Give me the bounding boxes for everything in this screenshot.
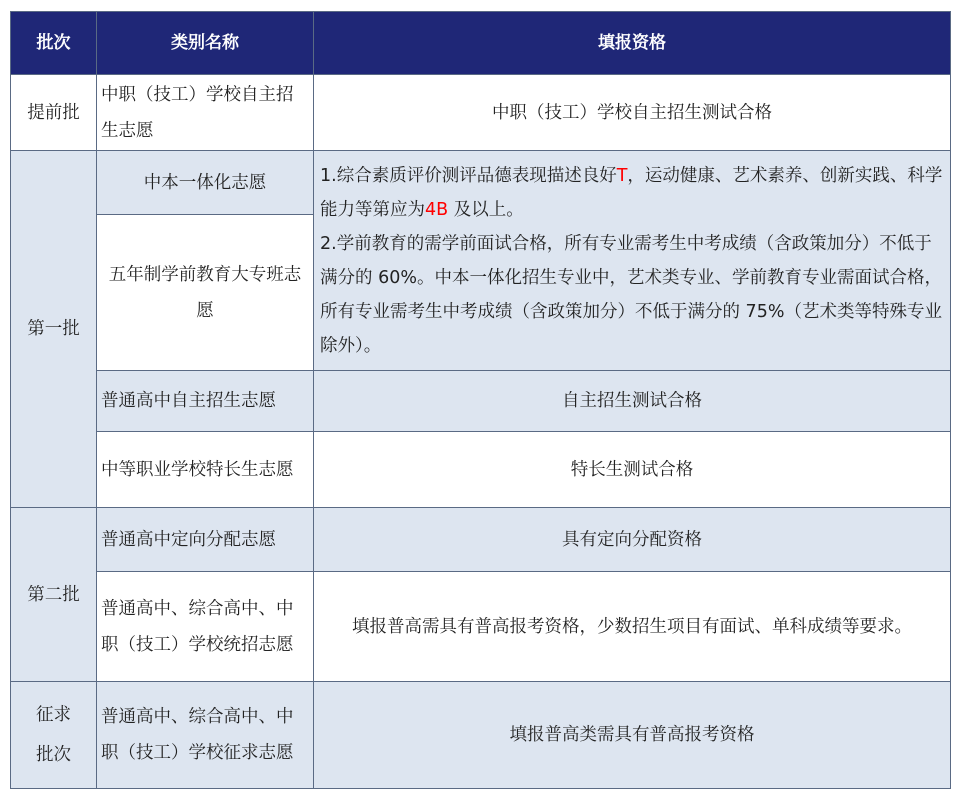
qualification-cell: 填报普高需具有普高报考资格，少数招生项目有面试、单科成绩等要求。 [314,572,951,682]
category-cell [97,508,314,572]
qualification-text: 1.综合素质评价测评品德表现描述良好 [320,165,617,186]
table-header-row [11,12,951,75]
category-text: 普通高中定向分配志愿 [101,529,276,550]
batch-second: 第二批 [11,508,97,682]
qualification-text: ，运动健康、艺术素养、创新实践、科学能力等第应为 [320,165,943,220]
highlight-t: T [616,165,628,186]
header-batch: 批次 [11,12,97,75]
table-row [11,75,951,151]
qualification-cell: 具有定向分配资格 [314,508,951,572]
category-cell: 中等职业学校特长生志愿 [97,432,314,508]
category-cell: 中职（技工）学校自主招生志愿 [97,75,314,151]
batch-early: 提前批 [11,75,97,151]
qualification-text: 2.学前教育的需学前面试合格，所有专业需考生中考成绩（含政策加分）不低于满分的 60%。中本一体化招生专业中，艺术类专业、学前教育专业需面试合格，所有专业需考生中考成绩（含政策加分）不低于满分的 75%（艺术类等特殊专业除外）。 [320,233,942,356]
table-row [11,151,951,215]
table-row [11,371,951,432]
table-row [11,572,951,682]
highlight-4b: 4B [425,199,449,220]
batch-line: 征求 [36,705,71,725]
qualification-cell: 特长生测试合格 [314,432,951,508]
header-qualification: 填报资格 [314,12,951,75]
category-cell [97,371,314,432]
admission-table [10,11,951,789]
table-row [11,508,951,572]
category-cell: 普通高中、综合高中、中职（技工）学校统招志愿 [97,572,314,682]
qualification-cell: 中职（技工）学校自主招生测试合格 [314,75,951,151]
qualification-cell [314,151,951,371]
table-row [11,682,951,789]
batch-first: 第一批 [11,151,97,508]
batch-solicit [11,682,97,789]
category-cell: 五年制学前教育大专班志愿 [97,215,314,371]
category-cell: 中本一体化志愿 [97,151,314,215]
header-category: 类别名称 [97,12,314,75]
batch-line: 批次 [36,745,71,765]
table-row [11,432,951,508]
qualification-text: 及以上。 [448,199,524,220]
category-text: 普通高中自主招生志愿 [101,391,276,411]
qualification-cell: 填报普高类需具有普高报考资格 [314,682,951,789]
category-cell: 普通高中、综合高中、中职（技工）学校征求志愿 [97,682,314,789]
qualification-cell: 自主招生测试合格 [314,371,951,432]
